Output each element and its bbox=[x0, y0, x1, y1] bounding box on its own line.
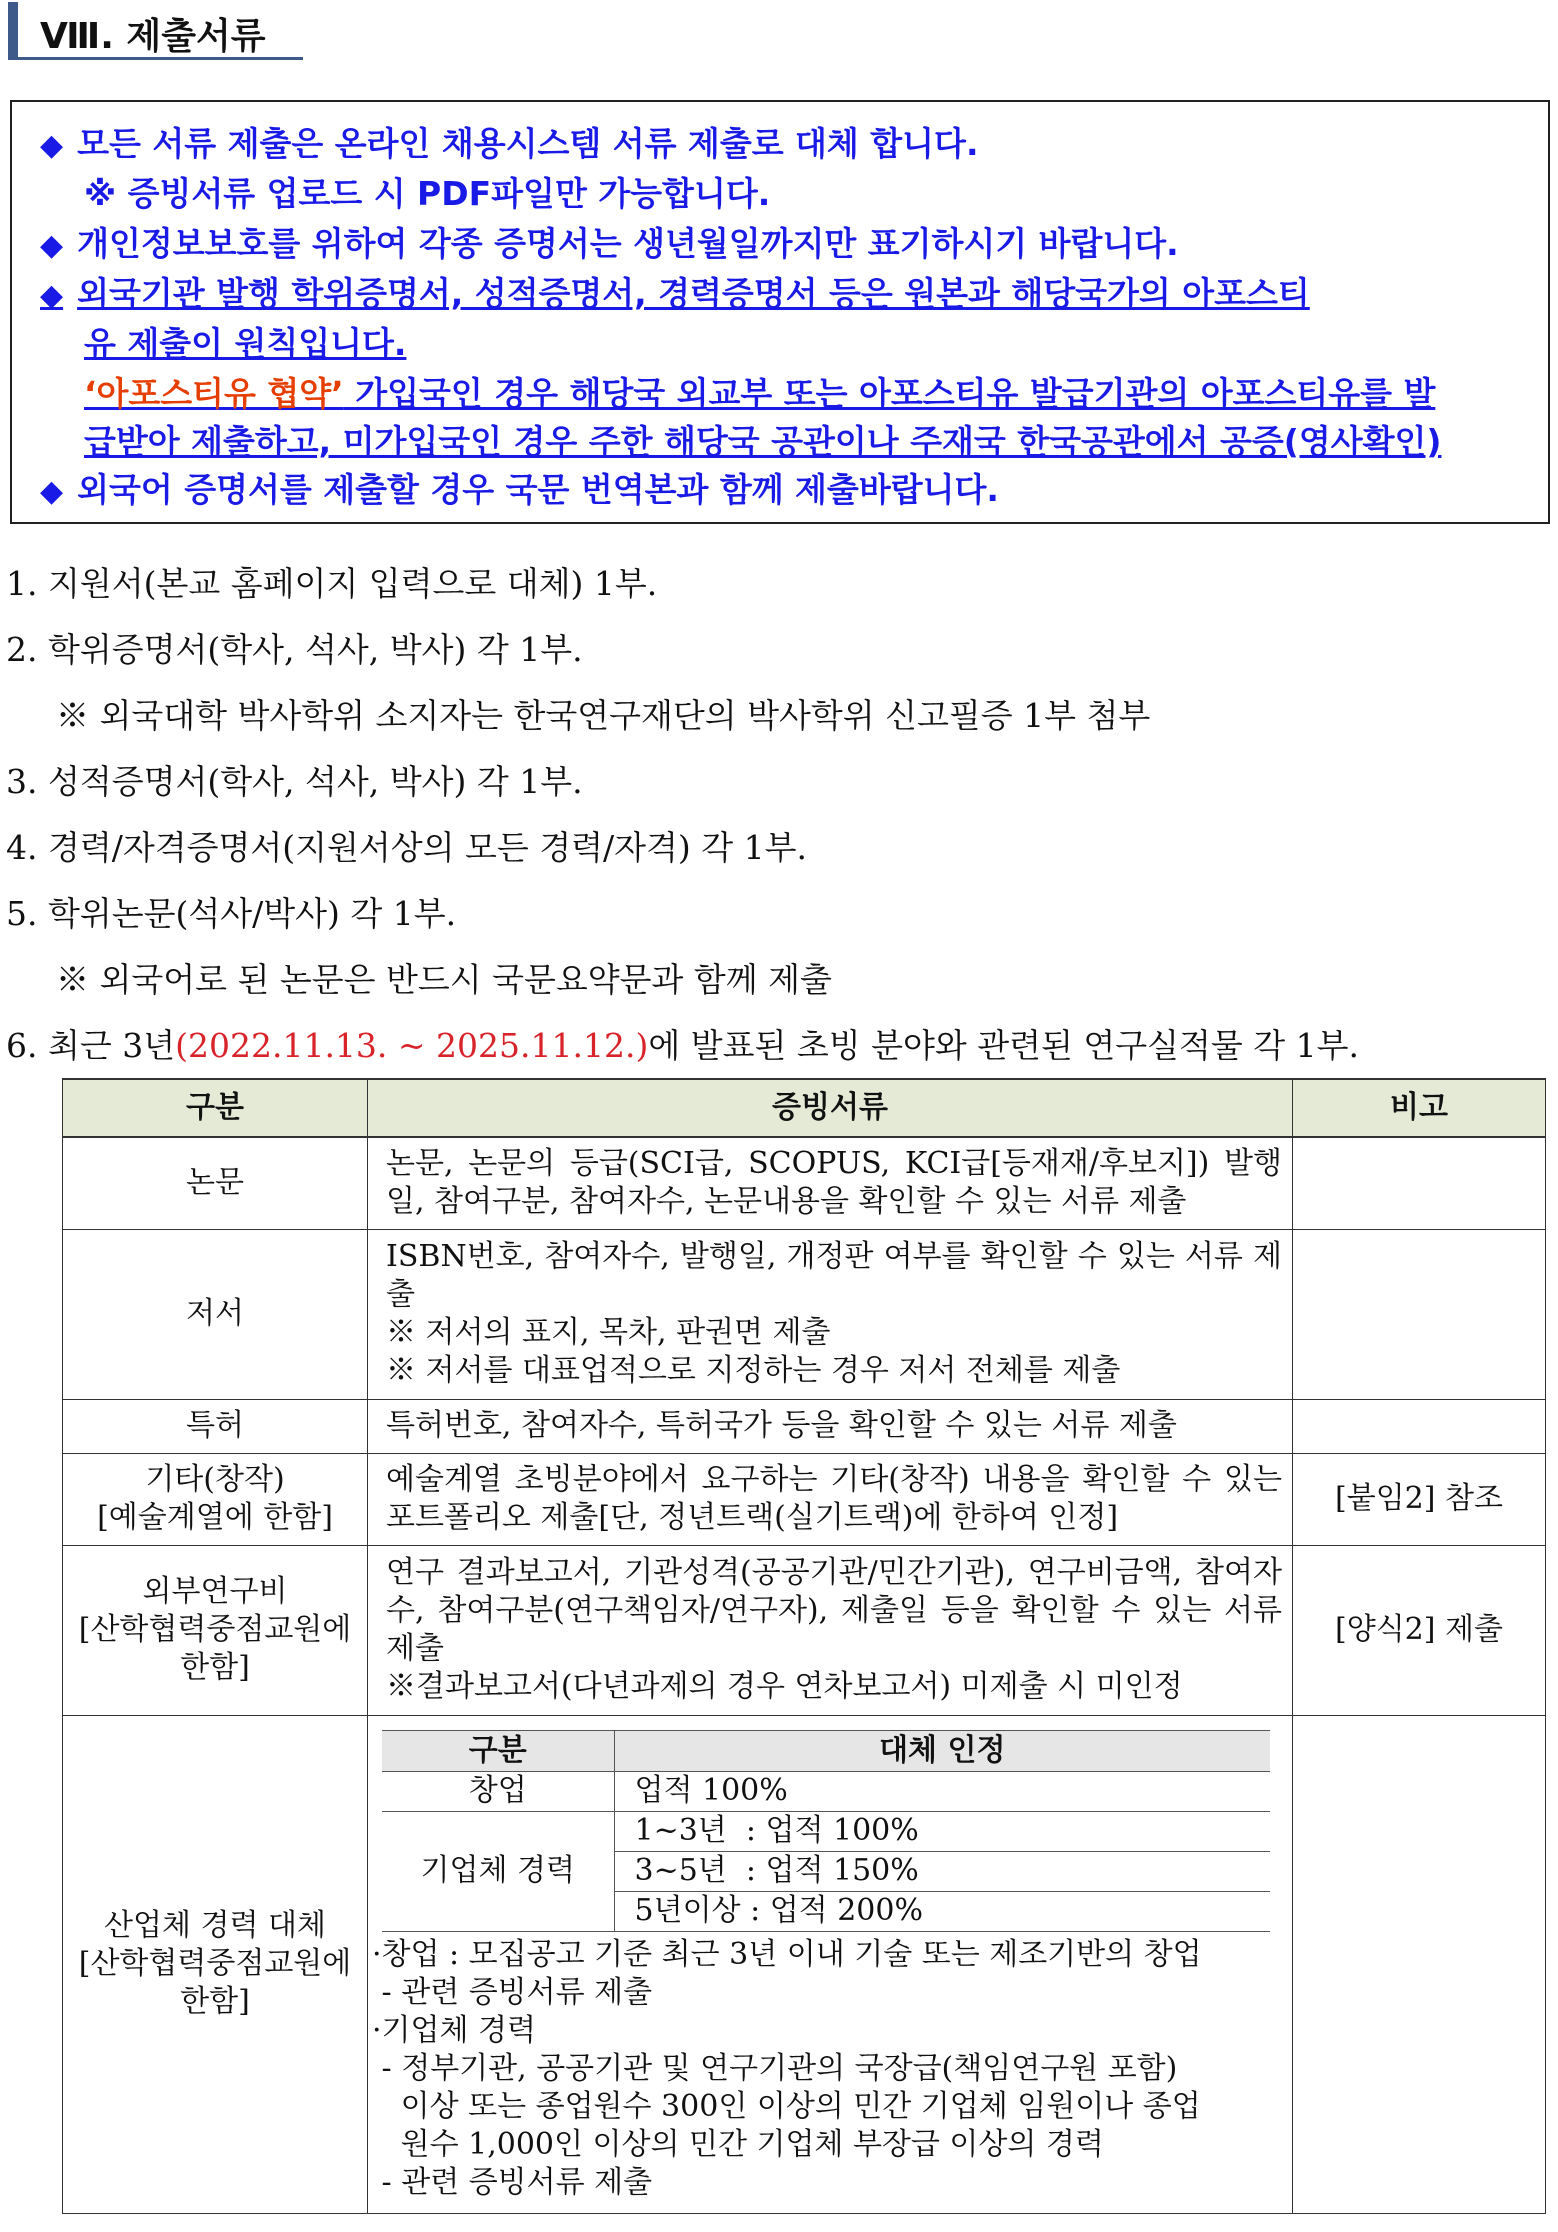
row-docs bbox=[368, 1715, 1293, 2213]
inner-header-recognition: 대체 인정 bbox=[614, 1730, 1270, 1771]
section-title-text: Ⅷ. 제출서류 bbox=[40, 16, 266, 57]
inner-row-career: 3~5년 : 업적 150% bbox=[382, 1851, 1270, 1891]
row-docs: 논문, 논문의 등급(SCI급, SCOPUS, KCI급[등재재/후보지]) 발행일, 참여구분, 참여자수, 논문내용을 확인할 수 있는 서류 제출 bbox=[368, 1137, 1293, 1229]
row-category: 특허 bbox=[63, 1399, 368, 1453]
notice-line-4b: 유 제출이 원칙입니다. bbox=[84, 324, 407, 363]
diamond-bullet-icon: ◆ bbox=[40, 228, 64, 263]
list-item-1: 1. 지원서(본교 홈페이지 입력으로 대체) 1부. bbox=[6, 564, 658, 603]
inner-header-category: 구분 bbox=[382, 1730, 614, 1771]
table-header-row bbox=[63, 1079, 1546, 1137]
table-row-industry bbox=[63, 1715, 1546, 2213]
diamond-bullet-icon: ◆ bbox=[40, 128, 64, 163]
notice-line-3: ◆ 개인정보보호를 위하여 각종 증명서는 생년월일까지만 표기하시기 바랍니다. bbox=[40, 224, 1179, 263]
row-remark bbox=[1293, 1229, 1546, 1399]
notice-box bbox=[10, 100, 1550, 524]
list-item-4: 4. 경력/자격증명서(지원서상의 모든 경력/자격) 각 1부. bbox=[6, 828, 807, 867]
notice-line-6: 급받아 제출하고, 미가입국인 경우 주한 해당국 공관이나 주재국 한국공관에서 공증(영사확인) bbox=[84, 422, 1442, 461]
notice-line-7: ◆ 외국어 증명서를 제출할 경우 국문 번역본과 함께 제출바랍니다. bbox=[40, 470, 999, 509]
inner-row-startup: 창업 업적 100% bbox=[382, 1771, 1270, 1811]
table-row-grant bbox=[63, 1545, 1546, 1715]
header-category: 구분 bbox=[63, 1079, 368, 1137]
inner-row-career: 5년이상 : 업적 200% bbox=[382, 1891, 1270, 1931]
notice-line-4a: ◆ 외국기관 발행 학위증명서, 성적증명서, 경력증명서 등은 원본과 해당국가의 아포스티 bbox=[40, 274, 1310, 313]
table-row-etc bbox=[63, 1453, 1546, 1545]
list-note-2: ※ 외국대학 박사학위 소지자는 한국연구재단의 박사학위 신고필증 1부 첨부 bbox=[56, 696, 1151, 735]
table-row-paper bbox=[63, 1137, 1546, 1229]
conditions-text: ·창업 : 모집공고 기준 최근 3년 이내 기술 또는 제조기반의 창업 - 관련 증빙서류 제출 ·기업체 경력 - 정부기관, 공공기관 및 연구기관의 국장급(책임연구원 포함) 이상 또는 종업원수 300인 이상의 민간 기업체 임원이나 종업 원수 1,000인 이상의 민간 기업체 부장급 이상의 경력 - 관련 증빙서류 제출 bbox=[372, 1936, 1202, 2200]
apostille-convention-label: ‘아포스티유 협약’ bbox=[84, 374, 344, 413]
row-docs: 예술계열 초빙분야에서 요구하는 기타(창작) 내용을 확인할 수 있는 포트폴리오 제출[단, 정년트랙(실기트랙)에 한하여 인정] bbox=[368, 1453, 1293, 1545]
row-remark bbox=[1293, 1715, 1546, 2213]
section-title bbox=[8, 2, 303, 60]
row-category: 산업체 경력 대체 [산학협력중점교원에 한함] bbox=[63, 1715, 368, 2213]
diamond-bullet-icon: ◆ bbox=[40, 278, 64, 313]
row-remark bbox=[1293, 1137, 1546, 1229]
date-range: (2022.11.13. ~ 2025.11.12.) bbox=[175, 1026, 649, 1065]
row-docs: 특허번호, 참여자수, 특허국가 등을 확인할 수 있는 서류 제출 bbox=[368, 1399, 1293, 1453]
row-category: 논문 bbox=[63, 1137, 368, 1229]
row-docs: ISBN번호, 참여자수, 발행일, 개정판 여부를 확인할 수 있는 서류 제출 ※ 저서의 표지, 목차, 판권면 제출 ※ 저서를 대표업적으로 지정하는 경우 저서 전체를 제출 bbox=[368, 1229, 1293, 1399]
notice-line-5: ‘아포스티유 협약’ 가입국인 경우 해당국 외교부 또는 아포스티유 발급기관의 아포스티유를 발 bbox=[84, 374, 1436, 413]
list-item-6: 6. 최근 3년(2022.11.13. ~ 2025.11.12.)에 발표된 초빙 분야와 관련된 연구실적물 각 1부. bbox=[6, 1026, 1359, 1065]
diamond-bullet-icon: ◆ bbox=[40, 474, 64, 509]
row-category: 저서 bbox=[63, 1229, 368, 1399]
list-item-2: 2. 학위증명서(학사, 석사, 박사) 각 1부. bbox=[6, 630, 583, 669]
notice-line-1: ◆ 모든 서류 제출은 온라인 채용시스템 서류 제출로 대체 합니다. bbox=[40, 124, 979, 163]
inner-row-career: 기업체 경력 1~3년 : 업적 100% bbox=[382, 1811, 1270, 1851]
table-row-book bbox=[63, 1229, 1546, 1399]
row-remark bbox=[1293, 1399, 1546, 1453]
row-category: 기타(창작) [예술계열에 한함] bbox=[63, 1453, 368, 1545]
header-remark: 비고 bbox=[1293, 1079, 1546, 1137]
list-note-5: ※ 외국어로 된 논문은 반드시 국문요약문과 함께 제출 bbox=[56, 960, 832, 999]
header-docs: 증빙서류 bbox=[368, 1079, 1293, 1137]
row-docs: 연구 결과보고서, 기관성격(공공기관/민간기관), 연구비금액, 참여자수, 참여구분(연구책임자/연구자), 제출일 등을 확인할 수 있는 서류 제출 ※결과보고서(다년과제의 경우 연차보고서) 미제출 시 미인정 bbox=[368, 1545, 1293, 1715]
row-remark: [양식2] 제출 bbox=[1293, 1545, 1546, 1715]
row-remark: [붙임2] 참조 bbox=[1293, 1453, 1546, 1545]
notice-line-2: ※ 증빙서류 업로드 시 PDF파일만 가능합니다. bbox=[84, 174, 771, 213]
table-row-patent bbox=[63, 1399, 1546, 1453]
replacement-table bbox=[382, 1730, 1270, 1932]
list-item-3: 3. 성적증명서(학사, 석사, 박사) 각 1부. bbox=[6, 762, 583, 801]
list-item-5: 5. 학위논문(석사/박사) 각 1부. bbox=[6, 894, 457, 933]
evidence-table bbox=[62, 1078, 1546, 2214]
row-category: 외부연구비 [산학협력중점교원에 한함] bbox=[63, 1545, 368, 1715]
